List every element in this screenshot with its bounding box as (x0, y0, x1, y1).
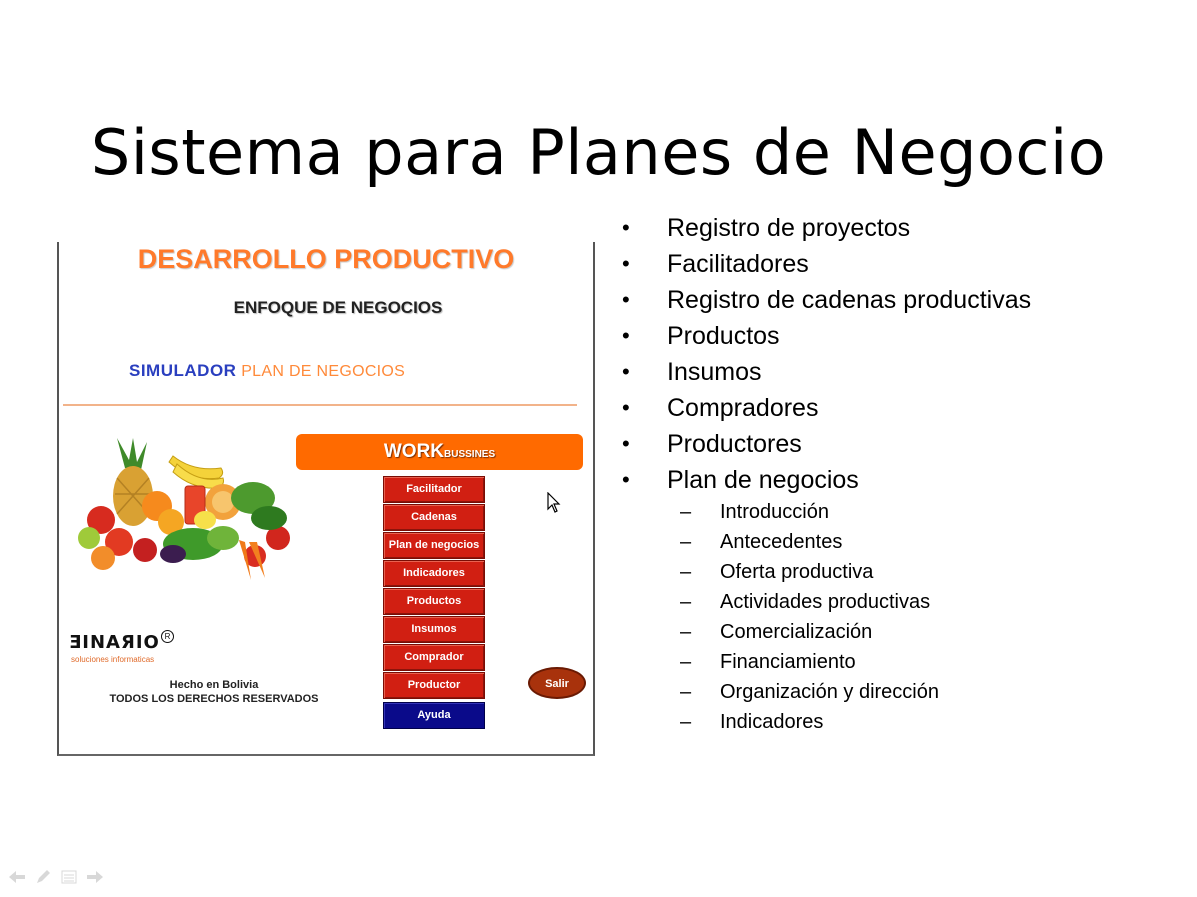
feature-list (620, 211, 1031, 499)
app-screenshot (57, 242, 595, 756)
app-subtitle: ENFOQUE DE NEGOCIOS (233, 298, 443, 317)
comprador-button[interactable]: Comprador (383, 644, 485, 671)
slide-title: Sistema para Planes de Negocio (90, 115, 1107, 189)
plan-section-item: – Financiamiento (680, 647, 939, 677)
simulator-label-rest: PLAN DE NEGOCIOS (236, 363, 406, 380)
feature-item: • Insumos (620, 355, 1031, 391)
simulator-label-strong: SIMULADOR (129, 361, 237, 380)
banner-big-text: WORK (383, 441, 445, 462)
pen-icon[interactable] (34, 868, 52, 886)
plan-section-item: – Comercialización (680, 617, 939, 647)
made-in-label: Hecho en Bolivia (169, 679, 259, 691)
plan-section-item: – Actividades productivas (680, 587, 939, 617)
feature-item: • Registro de proyectos (620, 211, 1031, 247)
banner-small-text: BUSSINES (444, 449, 496, 460)
plan-section-item: – Indicadores (680, 707, 939, 737)
feature-item: • Productores (620, 427, 1031, 463)
brand-tagline: soluciones informaticas (71, 655, 155, 664)
salir-button[interactable]: Salir (528, 667, 586, 699)
next-icon[interactable] (86, 868, 104, 886)
ayuda-button[interactable]: Ayuda (383, 702, 485, 729)
plan-section-item: – Oferta productiva (680, 557, 939, 587)
produce-image (73, 438, 308, 588)
mouse-cursor-icon (547, 492, 561, 514)
plan-sections-list (680, 497, 939, 737)
menu-icon[interactable] (60, 868, 78, 886)
simulator-label (129, 361, 405, 381)
registered-mark: R (161, 630, 174, 643)
productos-button[interactable]: Productos (383, 588, 485, 615)
feature-item: • Registro de cadenas productivas (620, 283, 1031, 319)
facilitador-button[interactable]: Facilitador (383, 476, 485, 503)
cadenas-button[interactable]: Cadenas (383, 504, 485, 531)
feature-item: • Facilitadores (620, 247, 1031, 283)
workbussines-banner (296, 434, 583, 470)
app-divider (63, 404, 577, 406)
binario-logo: ƎINAЯIO (69, 632, 160, 653)
insumos-button[interactable]: Insumos (383, 616, 485, 643)
plan-section-item: – Introducción (680, 497, 939, 527)
feature-item: • Productos (620, 319, 1031, 355)
plan-section-item: – Antecedentes (680, 527, 939, 557)
feature-item: • Compradores (620, 391, 1031, 427)
slideshow-controls (8, 868, 104, 886)
rights-label: TODOS LOS DERECHOS RESERVADOS (109, 693, 319, 705)
app-main-title: DESARROLLO PRODUCTIVO (137, 244, 515, 274)
productor-button[interactable]: Productor (383, 672, 485, 699)
previous-icon[interactable] (8, 868, 26, 886)
indicadores-button[interactable]: Indicadores (383, 560, 485, 587)
plan-section-item: – Organización y dirección (680, 677, 939, 707)
feature-item: • Plan de negocios (620, 463, 1031, 499)
plan-de-negocios-button[interactable]: Plan de negocios (383, 532, 485, 559)
